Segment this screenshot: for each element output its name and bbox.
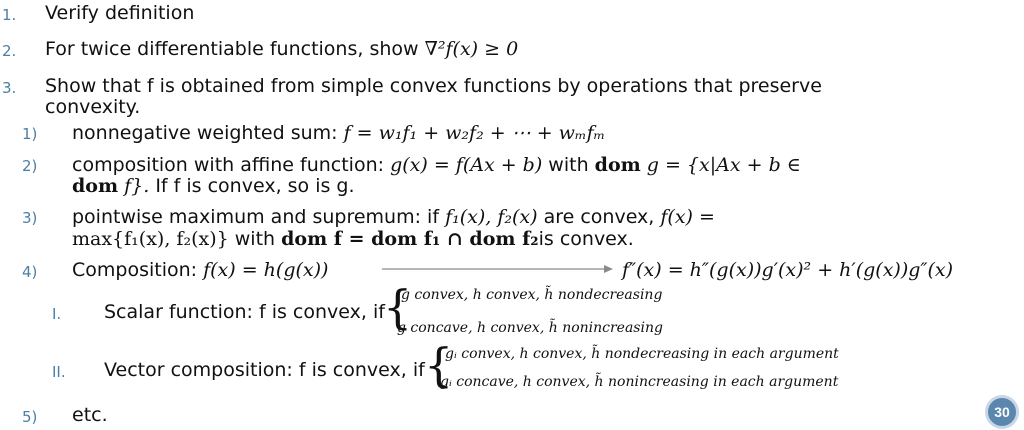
text: For twice differentiable functions, show [45,38,419,60]
hessian-formula: ∇²f(x) ≥ 0 [424,38,519,60]
list-number: 2. [2,42,17,60]
dom-formula: dom f = dom f₁ ∩ dom f₂ [281,228,539,250]
list-number: 3. [2,79,17,97]
list-number: 1. [2,6,17,24]
roman-number: I. [52,305,62,323]
text: is convex. [538,228,634,250]
roman-item-text: Vector composition: f is convex, if [104,359,425,381]
left-brace-icon: { [383,280,413,334]
case-line: gᵢ concave, h convex, h̃ nonincreasing in each argument [440,374,839,390]
text: are convex, [543,206,655,228]
list-item-text: Verify definition [45,2,195,24]
formula: max{f₁(x), f₂(x)} [72,228,229,250]
chain-rule-formula: f″(x) = h″(g(x))g′(x)² + h′(g(x))g″(x) [622,259,954,281]
sublist-item [72,258,328,282]
text: If f is convex, so is g. [155,175,355,197]
case-line: g convex, h convex, h̃ nondecreasing [401,287,663,303]
sublist-number: 5) [22,408,38,426]
text: pointwise maximum and supremum: if [72,206,440,228]
sublist-item: etc. [72,404,108,426]
formula: f(x) = h(g(x)) [203,259,329,281]
formula: g(x) = f(Ax + b) [390,154,543,176]
text: with [234,228,276,250]
sublist-number: 3) [22,209,38,227]
roman-number: II. [52,363,66,381]
sublist-number: 1) [22,125,38,143]
list-item-text: Show that f is obtained from simple convex functions by operations that preserve [45,75,822,97]
sublist-item [72,205,715,229]
formula: f}. [124,175,150,197]
formula: g = {x|Ax + b ∈ [646,154,801,176]
text: composition with affine function: [72,154,385,176]
sublist-number: 2) [22,157,38,175]
case-line: gᵢ convex, h convex, h̃ nondecreasing in each argument [445,346,839,362]
text: with [548,154,589,176]
arrow-right-icon [382,262,614,276]
left-brace-icon: { [424,338,454,392]
case-line: g concave, h convex, h̃ nonincreasing [397,320,663,336]
list-item-text [45,37,518,61]
sublist-item-cont [72,174,355,198]
formula: f = w₁f₁ + w₂f₂ + ⋯ + wₘfₘ [343,122,606,144]
sublist-item-cont [72,227,634,251]
roman-item-text: Scalar function: f is convex, if [104,301,385,323]
page-number-badge: 30 [985,395,1019,429]
formula: f₁(x), f₂(x) [445,206,538,228]
dom-keyword: dom [594,154,641,176]
list-item-text-cont: convexity. [45,96,141,118]
text: nonnegative weighted sum: [72,122,338,144]
formula: f(x) = [660,206,715,228]
text: Composition: [72,259,198,281]
dom-keyword: dom [72,175,119,197]
sublist-number: 4) [22,263,38,281]
sublist-item [72,121,605,145]
